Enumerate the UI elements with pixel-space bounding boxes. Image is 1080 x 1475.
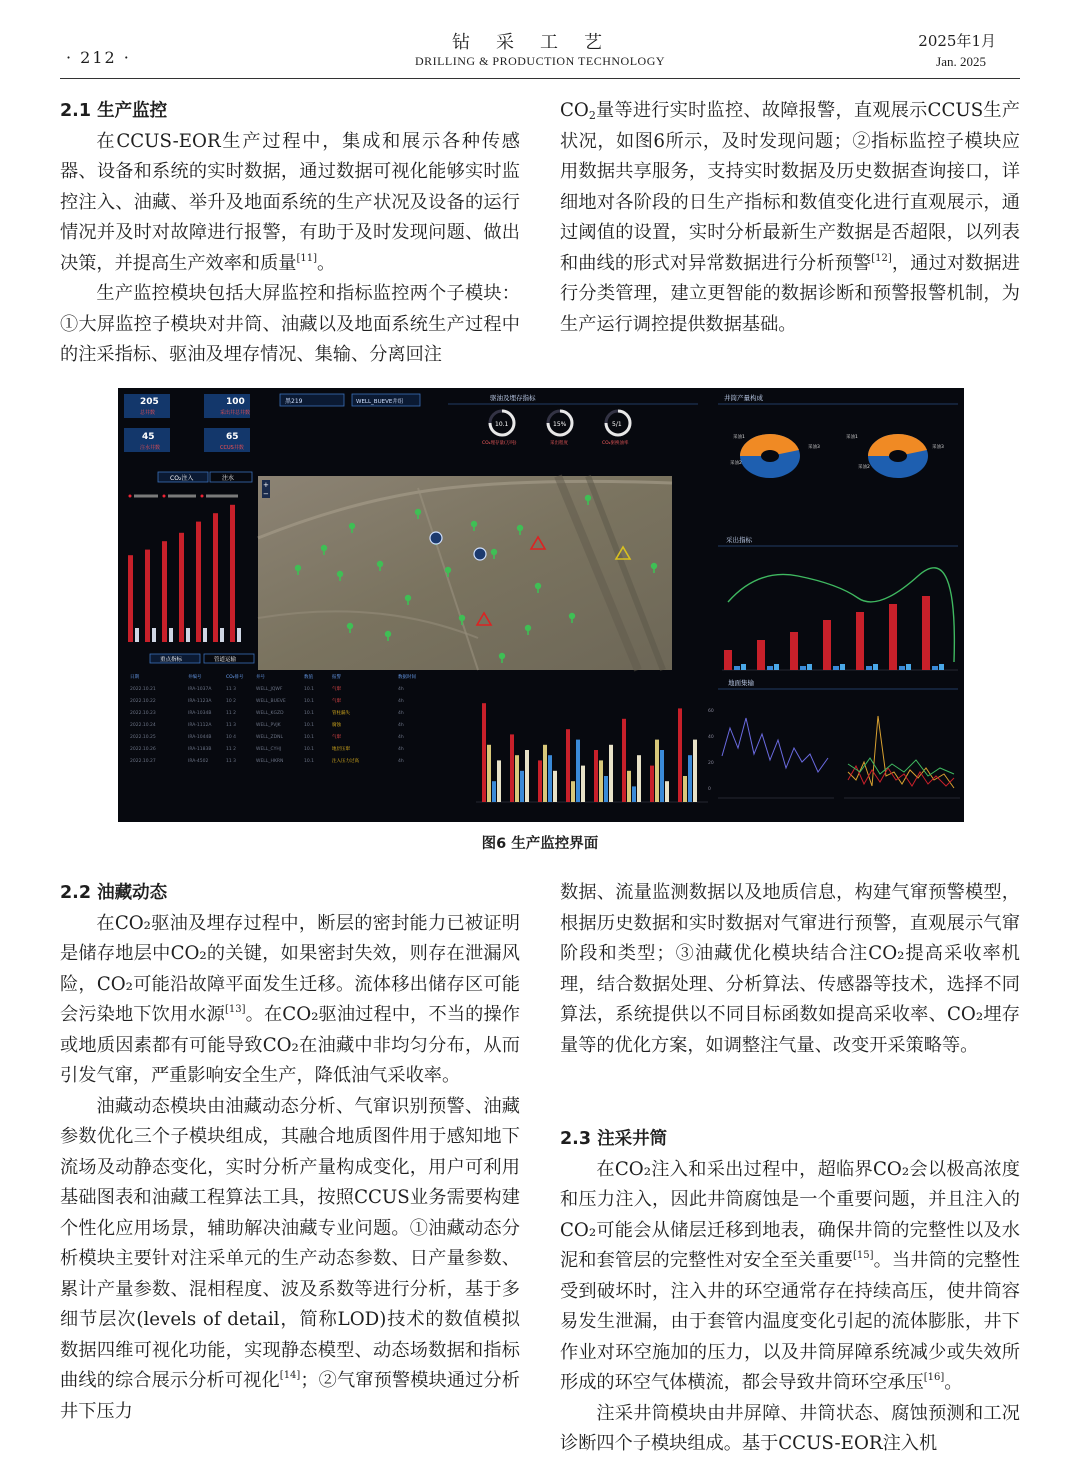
bar	[510, 734, 514, 802]
gauge-value: 10.1	[495, 421, 509, 428]
kpi-value: 205	[140, 397, 159, 407]
bar	[548, 755, 552, 802]
svg-text:采油1: 采油1	[733, 435, 745, 440]
table-cell: WELL_CYHJ	[256, 747, 282, 752]
kpi-label: 总井数	[140, 410, 156, 416]
bar	[741, 664, 746, 670]
gathering-panel-title: 地面集输	[728, 679, 754, 687]
table-cell: IRA-1123A	[188, 699, 212, 704]
table-cell: 11 3	[226, 687, 237, 692]
well-marker-stem	[501, 658, 503, 663]
bar	[128, 555, 133, 642]
table-cell: WELL_KGZD	[256, 711, 284, 716]
output-panel-title: 采出指标	[726, 536, 752, 544]
pie-charts	[730, 433, 944, 478]
bar	[553, 771, 557, 802]
station-marker	[474, 548, 486, 560]
bar	[906, 664, 911, 670]
bar	[774, 664, 779, 670]
gauges	[482, 411, 630, 446]
table-cell: IRA-4502	[188, 759, 209, 764]
paragraph: 注采井筒模块由井屏障、井筒状态、腐蚀预测和工况诊断四个子模块组成。基于CCUS-EOR注入机	[560, 1402, 1020, 1454]
table-cell: 10.1	[304, 735, 315, 740]
bar	[866, 666, 872, 670]
table-cell: 4h	[398, 699, 404, 704]
alarm-table	[130, 673, 416, 764]
bar	[145, 550, 150, 642]
figure-caption: 图6 生产监控界面	[481, 836, 599, 852]
table-cell: WELL_HKRN	[256, 759, 284, 764]
well-marker-stem	[339, 576, 341, 581]
section-2-2-right	[560, 878, 1020, 1061]
bar	[497, 760, 501, 802]
table-cell: 2022.10.24	[130, 723, 156, 728]
table-cell: WELL_PVJK	[256, 723, 281, 728]
gauges-title: 驱油及埋存指标	[490, 394, 536, 402]
paragraph: 生产监控模块包括大屏监控和指标监控两个子模块：①大屏监控子模块对井筒、油藏以及地面系统生产过程中的注采指标、驱油及埋存情况、集输、分离回注	[60, 283, 520, 365]
station-marker	[430, 532, 442, 544]
well-marker-stem	[519, 530, 521, 535]
bar	[179, 533, 184, 642]
table-cell: 11 2	[226, 711, 237, 716]
bar	[515, 755, 519, 802]
bar	[807, 664, 812, 670]
series-line	[722, 718, 828, 772]
production-bar-chart	[476, 703, 708, 802]
kpi-value: 65	[226, 432, 239, 442]
bar	[538, 760, 542, 802]
table-header: 井编号	[188, 675, 202, 680]
y-tick-label: 40	[708, 735, 714, 740]
kpi-label: CCUS井数	[220, 445, 244, 451]
bar	[220, 628, 224, 642]
well-marker-stem	[537, 588, 539, 593]
svg-text:重点指标: 重点指标	[160, 657, 183, 663]
bar	[932, 666, 938, 670]
gauge-value: 15%	[553, 421, 567, 428]
pie-panel-title: 井筒产量构成	[724, 394, 763, 402]
bar	[632, 786, 636, 802]
bar	[873, 664, 878, 670]
bar	[922, 596, 930, 670]
bar	[833, 666, 839, 670]
table-cell: IRA-1044B	[188, 735, 212, 740]
table-header: CO₂排号	[226, 675, 244, 680]
kpi-value: 100	[226, 397, 245, 407]
well-marker-stem	[587, 500, 589, 505]
left-bar-chart	[128, 505, 241, 642]
bar	[576, 740, 580, 802]
bar	[186, 628, 190, 642]
gathering-line-charts	[708, 708, 960, 798]
well-marker-stem	[349, 628, 351, 633]
paragraph: 数据、流量监测数据以及地质信息，构建气窜预警模型，根据历史数据和实时数据对气窜进行预警，直观展示气窜阶段和类型；③油藏优化模块结合注CO₂提高采收率机理，结合数据处理、分析算法、传感器等技术，选择不同算法，系统提供以不同目标函数如提高采收率、CO₂埋存量等的优化方案，如调整注气量、改变开采策略等。	[560, 882, 1020, 1056]
bar	[492, 781, 496, 802]
kpi-cards	[124, 394, 250, 452]
bar	[520, 771, 524, 802]
table-cell: 管柱漏失	[332, 711, 350, 716]
bar	[650, 766, 654, 802]
table-cell: 4h	[398, 723, 404, 728]
bar	[525, 750, 529, 802]
bar	[757, 640, 765, 670]
bar	[203, 628, 207, 642]
table-cell: 10.1	[304, 711, 315, 716]
journal-title-cn: 钻采工艺	[452, 32, 628, 53]
y-tick-label: 20	[708, 761, 714, 766]
table-cell: 2022.10.23	[130, 711, 156, 716]
bar	[665, 781, 669, 802]
bar	[604, 776, 608, 802]
page-number: · 212 ·	[66, 48, 131, 67]
section-heading: 2.3 注采井筒	[560, 1129, 668, 1149]
svg-text:注水: 注水	[222, 475, 235, 482]
svg-text:−: −	[263, 490, 269, 498]
table-cell: IRA-1112A	[188, 723, 212, 728]
bar	[487, 745, 491, 802]
section-2-1-right	[560, 96, 1020, 340]
production-monitoring-screenshot	[118, 388, 964, 822]
bar	[840, 664, 845, 670]
series-line	[848, 716, 954, 788]
section-heading: 2.2 油藏动态	[60, 883, 168, 903]
table-cell: 气窜	[332, 699, 341, 704]
bar	[688, 755, 692, 802]
well-marker-stem	[417, 514, 419, 519]
bar	[899, 666, 905, 670]
well-marker-stem	[351, 528, 353, 533]
table-cell: 10.1	[304, 699, 315, 704]
paragraph: 油藏动态模块由油藏动态分析、气窜识别预警、油藏参数优化三个子模块组成，其融合地质图件用于感知地下流场及动静态变化，实时分析产量构成变化，用户可利用基础图表和油藏工程算法工具，按照CCUS业务需要构建个性化应用场景，辅助解决油藏专业问题。①油藏动态分析模块主要针对注采单元的生产动态参数、日产量参数、累计产量参数、混相程度、波及系数等进行分析，基于多细节层次(levels of detail，简称LOD)技术的数值模拟数据四维可视化功能，实现静态模型、动态场数据和指标曲线的综合展示分析可视化[14]；②气窜预警模块通过分析井下压力	[60, 1095, 520, 1422]
table-cell: 2022.10.21	[130, 687, 156, 692]
well-marker-stem	[473, 526, 475, 531]
table-cell: 4h	[398, 735, 404, 740]
well-marker-stem	[323, 550, 325, 555]
gauge-label: CO₂驱换油率	[602, 441, 629, 446]
kpi-value: 45	[142, 432, 155, 442]
table-cell: IRA-1183B	[188, 747, 212, 752]
table-header: 数据时间	[398, 675, 416, 680]
running-header	[60, 24, 1020, 79]
bar	[678, 708, 682, 802]
svg-text:+: +	[263, 481, 269, 489]
bar	[767, 666, 773, 670]
bar	[823, 620, 831, 670]
table-cell: 2022.10.22	[130, 699, 156, 704]
table-cell: 4h	[398, 759, 404, 764]
gauge-label: CO₂埋存量(万吨)	[482, 441, 517, 446]
table-cell: 2022.10.26	[130, 747, 156, 752]
paragraph: 在CO₂注入和采出过程中，超临界CO₂会以极高浓度和压力注入，因此井筒腐蚀是一个重要问题，并且注入的CO₂可能会从储层迁移到地表，确保井筒的完整性以及水泥和套管层的完整性对安全至关重要[15]。当井筒的完整性受到破坏时，注入井的环空通常存在持续高压，使井筒容易发生泄漏，由于套管内温度变化引起的流体膨胀，井下作业对环空施加的压力，以及井筒屏障系统减少或失效所形成的环空气体横流，都会导致井筒环空承压[16]。	[560, 1158, 1020, 1393]
table-cell: 4h	[398, 711, 404, 716]
bar	[627, 771, 631, 802]
well-marker-stem	[407, 600, 409, 605]
issue-date-cn: 2025年1月	[918, 32, 996, 50]
svg-text:采油2: 采油2	[858, 465, 870, 470]
table-header: 报警	[332, 675, 341, 680]
journal-title-en: DRILLING & PRODUCTION TECHNOLOGY	[414, 54, 666, 68]
table-cell: 11 2	[226, 747, 237, 752]
gauge-value: 5/1	[612, 421, 622, 428]
bar	[213, 513, 218, 642]
bar	[571, 781, 575, 802]
table-cell: 10.1	[304, 759, 315, 764]
gauge-label: 采出程度	[550, 441, 568, 446]
table-header: 日期	[130, 675, 139, 680]
table-cell: 11 3	[226, 723, 237, 728]
well-marker-stem	[379, 566, 381, 571]
block-select-value: 黑219	[285, 398, 303, 405]
bar	[482, 703, 486, 802]
table-cell: 注入压力过高	[332, 759, 359, 764]
well-marker-stem	[387, 636, 389, 641]
bar	[594, 750, 598, 802]
paragraph: 在CO₂驱油及埋存过程中，断层的密封能力已被证明是储存地层中CO₂的关键，如果密封失效，则存在泄漏风险，CO₂可能沿故障平面发生迁移。流体移出储存区可能会污染地下饮用水源[13]。在CO₂驱油过程中，不当的操作或地质因素都有可能导致CO₂在油藏中非均匀分布，从而引发气窜，严重影响安全生产，降低油气采收率。	[60, 912, 520, 1086]
bar	[637, 755, 641, 802]
section-2-3-right	[560, 1124, 1020, 1460]
svg-text:采油1: 采油1	[846, 435, 858, 440]
series-line	[848, 758, 954, 776]
table-cell: IRA-1037A	[188, 687, 212, 692]
table-header: 井号	[256, 675, 265, 680]
bar	[135, 628, 139, 642]
svg-text:采油3: 采油3	[932, 445, 944, 450]
table-cell: 气窜	[332, 687, 341, 692]
svg-text:采油3: 采油3	[808, 445, 820, 450]
bar	[609, 745, 613, 802]
well-marker-stem	[447, 572, 449, 577]
kpi-label: 注水井数	[140, 445, 161, 451]
well-marker-stem	[527, 630, 529, 635]
bar	[790, 632, 798, 670]
paragraph: 在CCUS-EOR生产过程中，集成和展示各种传感器、设备和系统的实时数据，通过数据可视化能够实时监控注入、油藏、举升及地面系统的生产状况及设备的运行情况并及时对故障进行报警，有助于及时发现问题、做出决策，并提高生产效率和质量[11]。	[60, 130, 520, 274]
bar	[169, 628, 173, 642]
well-marker-stem	[571, 618, 573, 623]
y-tick-label: 60	[708, 709, 714, 714]
table-cell: WELL_BUEVE	[256, 699, 286, 704]
table-cell: WELL_ZDNL	[256, 735, 283, 740]
bar	[581, 766, 585, 802]
bar	[939, 664, 944, 670]
table-cell: 10.1	[304, 723, 315, 728]
section-2-2-left	[60, 878, 520, 1427]
table-cell: 10.1	[304, 747, 315, 752]
well-group-select-value: WELL_BUEVE井组	[356, 399, 404, 405]
table-cell: 地层压窜	[332, 747, 350, 752]
table-cell: 4h	[398, 747, 404, 752]
bar	[162, 541, 167, 642]
table-cell: 10 2	[226, 699, 237, 704]
bar	[230, 505, 235, 642]
bar	[660, 750, 664, 802]
table-cell: 2022.10.27	[130, 759, 156, 764]
svg-text:CO₂注入: CO₂注入	[170, 475, 194, 482]
well-marker-stem	[653, 568, 655, 573]
bar	[734, 666, 740, 670]
kpi-label: 采出井总井数	[220, 410, 251, 416]
bar	[800, 666, 806, 670]
bar	[693, 740, 697, 802]
table-cell: 10.1	[304, 687, 315, 692]
bar	[599, 760, 603, 802]
table-cell: 腐蚀	[332, 723, 341, 728]
bar	[543, 745, 547, 802]
bar	[152, 628, 156, 642]
svg-text:采油2: 采油2	[730, 461, 742, 466]
bar	[237, 628, 241, 642]
bar	[655, 740, 659, 802]
bar	[683, 776, 687, 802]
table-cell: WELL_JQWF	[256, 687, 283, 692]
bar	[622, 719, 626, 802]
issue-date-en: Jan. 2025	[936, 54, 986, 69]
table-cell: 2022.10.25	[130, 735, 156, 740]
table-header: 数值	[304, 675, 313, 680]
bar	[196, 522, 201, 642]
bar	[724, 650, 732, 670]
section-2-1-left	[60, 96, 520, 371]
section-heading: 2.1 生产监控	[60, 101, 168, 121]
well-marker-stem	[461, 620, 463, 625]
bar	[889, 604, 897, 670]
table-cell: 气窜	[332, 735, 341, 740]
well-marker-stem	[493, 554, 495, 559]
table-cell: 11 3	[226, 759, 237, 764]
y-tick-label: 0	[708, 787, 711, 792]
bar	[566, 729, 570, 802]
output-bar-chart	[722, 568, 958, 670]
well-marker-stem	[297, 570, 299, 575]
satellite-map[interactable]	[258, 476, 672, 670]
table-cell: 10 4	[226, 735, 237, 740]
paragraph: $CO_2$量等进行实时监控、故障报警，直观展示CCUS生产状况，如图6所示，及时发现问题；②指标监控子模块应用数据共享服务，支持实时数据及历史数据查询接口，详细地对各阶段的日生产指标和数值变化进行直观展示，通过阈值的设置，实时分析最新生产数据是否超限，以列表和曲线的形式对异常数据进行分析预警[12]，通过对数据进行分类管理，建立更智能的数据诊断和预警报警机制，为生产运行调控提供数据基础。	[560, 100, 1020, 335]
svg-text:管道运输: 管道运输	[214, 657, 237, 663]
table-cell: 4h	[398, 687, 404, 692]
bar	[856, 612, 864, 670]
table-cell: IRA-1034B	[188, 711, 212, 716]
